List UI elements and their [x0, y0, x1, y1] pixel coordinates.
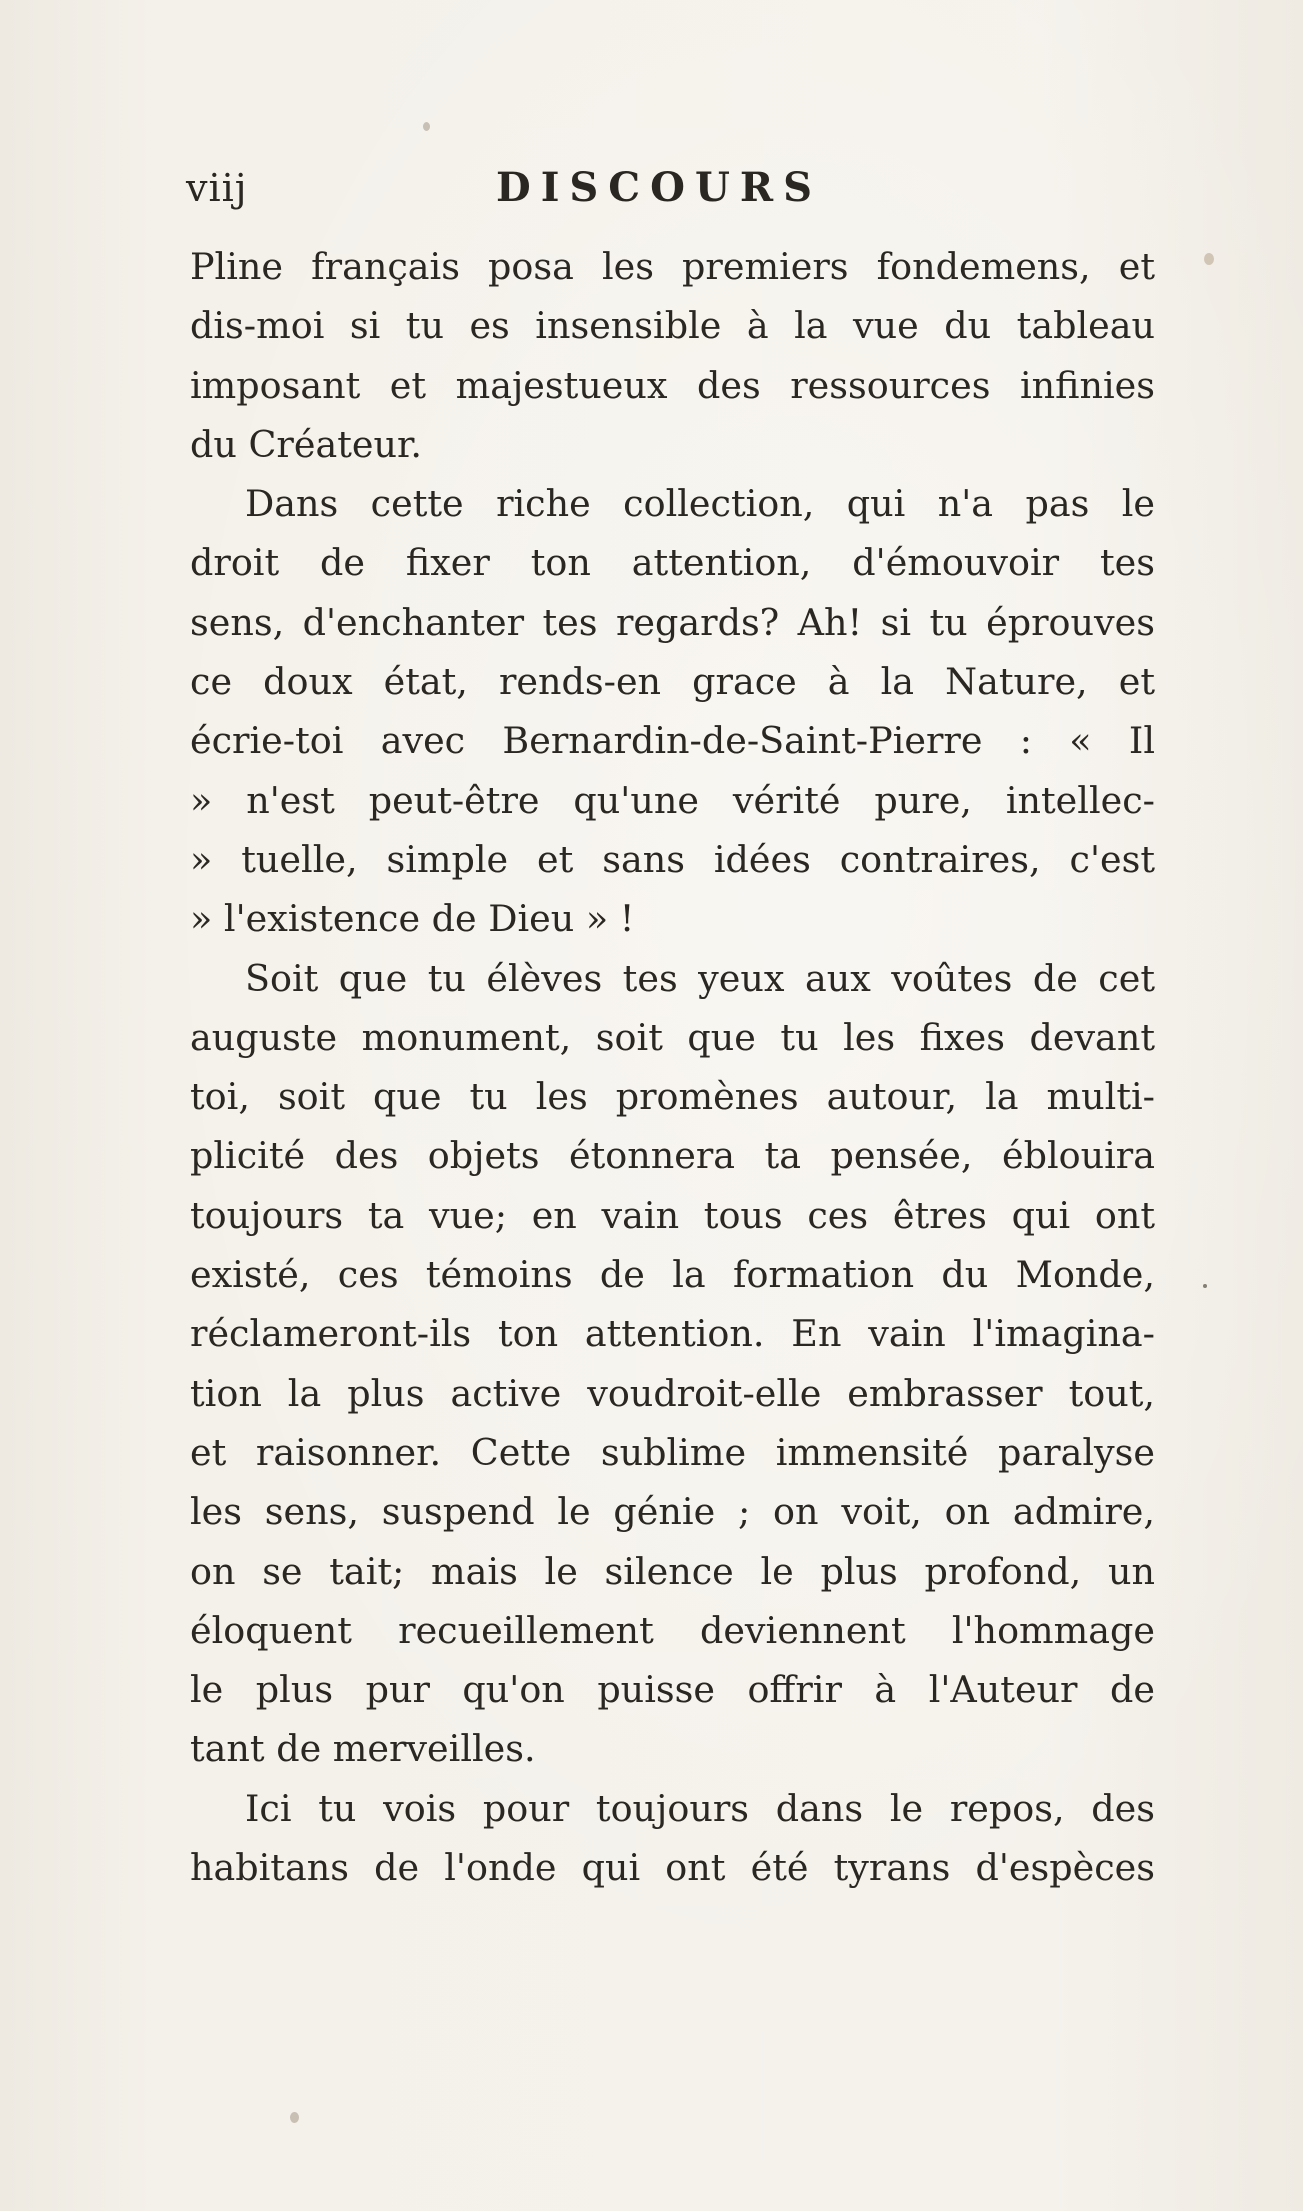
- body-text: [190, 237, 1155, 1897]
- text-line: Dans cette riche collection, qui n'a pas le: [245, 482, 1155, 526]
- running-title: DISCOURS: [496, 164, 822, 211]
- text-line: » l'existence de Dieu » !: [190, 897, 635, 941]
- text-line: ce doux état, rends-en grace à la Nature, et: [190, 660, 1155, 704]
- text-line: Pline français posa les premiers fondemens, et: [190, 245, 1155, 288]
- text-line: existé, ces témoins de la formation du Monde,: [190, 1253, 1155, 1297]
- text-line: du Créateur.: [190, 422, 423, 466]
- ink-spot: [1204, 253, 1214, 265]
- text-line: les sens, suspend le génie ; on voit, on admire,: [190, 1490, 1155, 1534]
- text-line: imposant et majestueux des ressources infinies: [190, 363, 1155, 407]
- text-line: le plus pur qu'on puisse offrir à l'Auteur de: [190, 1668, 1155, 1712]
- text-line: on se tait; mais le silence le plus profond, un: [190, 1549, 1155, 1593]
- ink-spot: [423, 122, 430, 131]
- text-line: tion la plus active voudroit-elle embrasser tout,: [190, 1371, 1155, 1415]
- ink-spot: [1203, 1284, 1207, 1288]
- text-line: réclameront-ils ton attention. En vain l'imagina-: [190, 1312, 1155, 1356]
- text-line: tant de merveilles.: [190, 1727, 536, 1771]
- page-number: viij: [186, 166, 248, 210]
- text-line: écrie-toi avec Bernardin-de-Saint-Pierre : « Il: [190, 719, 1155, 763]
- text-line: » tuelle, simple et sans idées contraires, c'est: [190, 837, 1155, 881]
- text-line: » n'est peut-être qu'une vérité pure, intellec-: [190, 778, 1155, 822]
- text-line: Ici tu vois pour toujours dans le repos, des: [245, 1786, 1155, 1830]
- text-line: droit de fixer ton attention, d'émouvoir tes: [190, 541, 1155, 585]
- text-line: Soit que tu élèves tes yeux aux voûtes de cet: [245, 956, 1155, 1000]
- text-line: éloquent recueillement deviennent l'hommage: [190, 1608, 1155, 1652]
- text-line: toi, soit que tu les promènes autour, la multi-: [190, 1075, 1155, 1119]
- text-line: plicité des objets étonnera ta pensée, éblouira: [190, 1134, 1155, 1178]
- text-line: toujours ta vue; en vain tous ces êtres qui ont: [190, 1193, 1155, 1237]
- ink-spot: [290, 2112, 299, 2123]
- text-line: sens, d'enchanter tes regards? Ah! si tu éprouves: [190, 600, 1155, 644]
- text-line: habitans de l'onde qui ont été tyrans d'espèces: [190, 1846, 1155, 1890]
- text-line: et raisonner. Cette sublime immensité paralyse: [190, 1430, 1155, 1474]
- text-line: dis-moi si tu es insensible à la vue du tableau: [190, 304, 1155, 348]
- text-line: auguste monument, soit que tu les fixes devant: [190, 1015, 1155, 1059]
- page-header: [186, 160, 1166, 216]
